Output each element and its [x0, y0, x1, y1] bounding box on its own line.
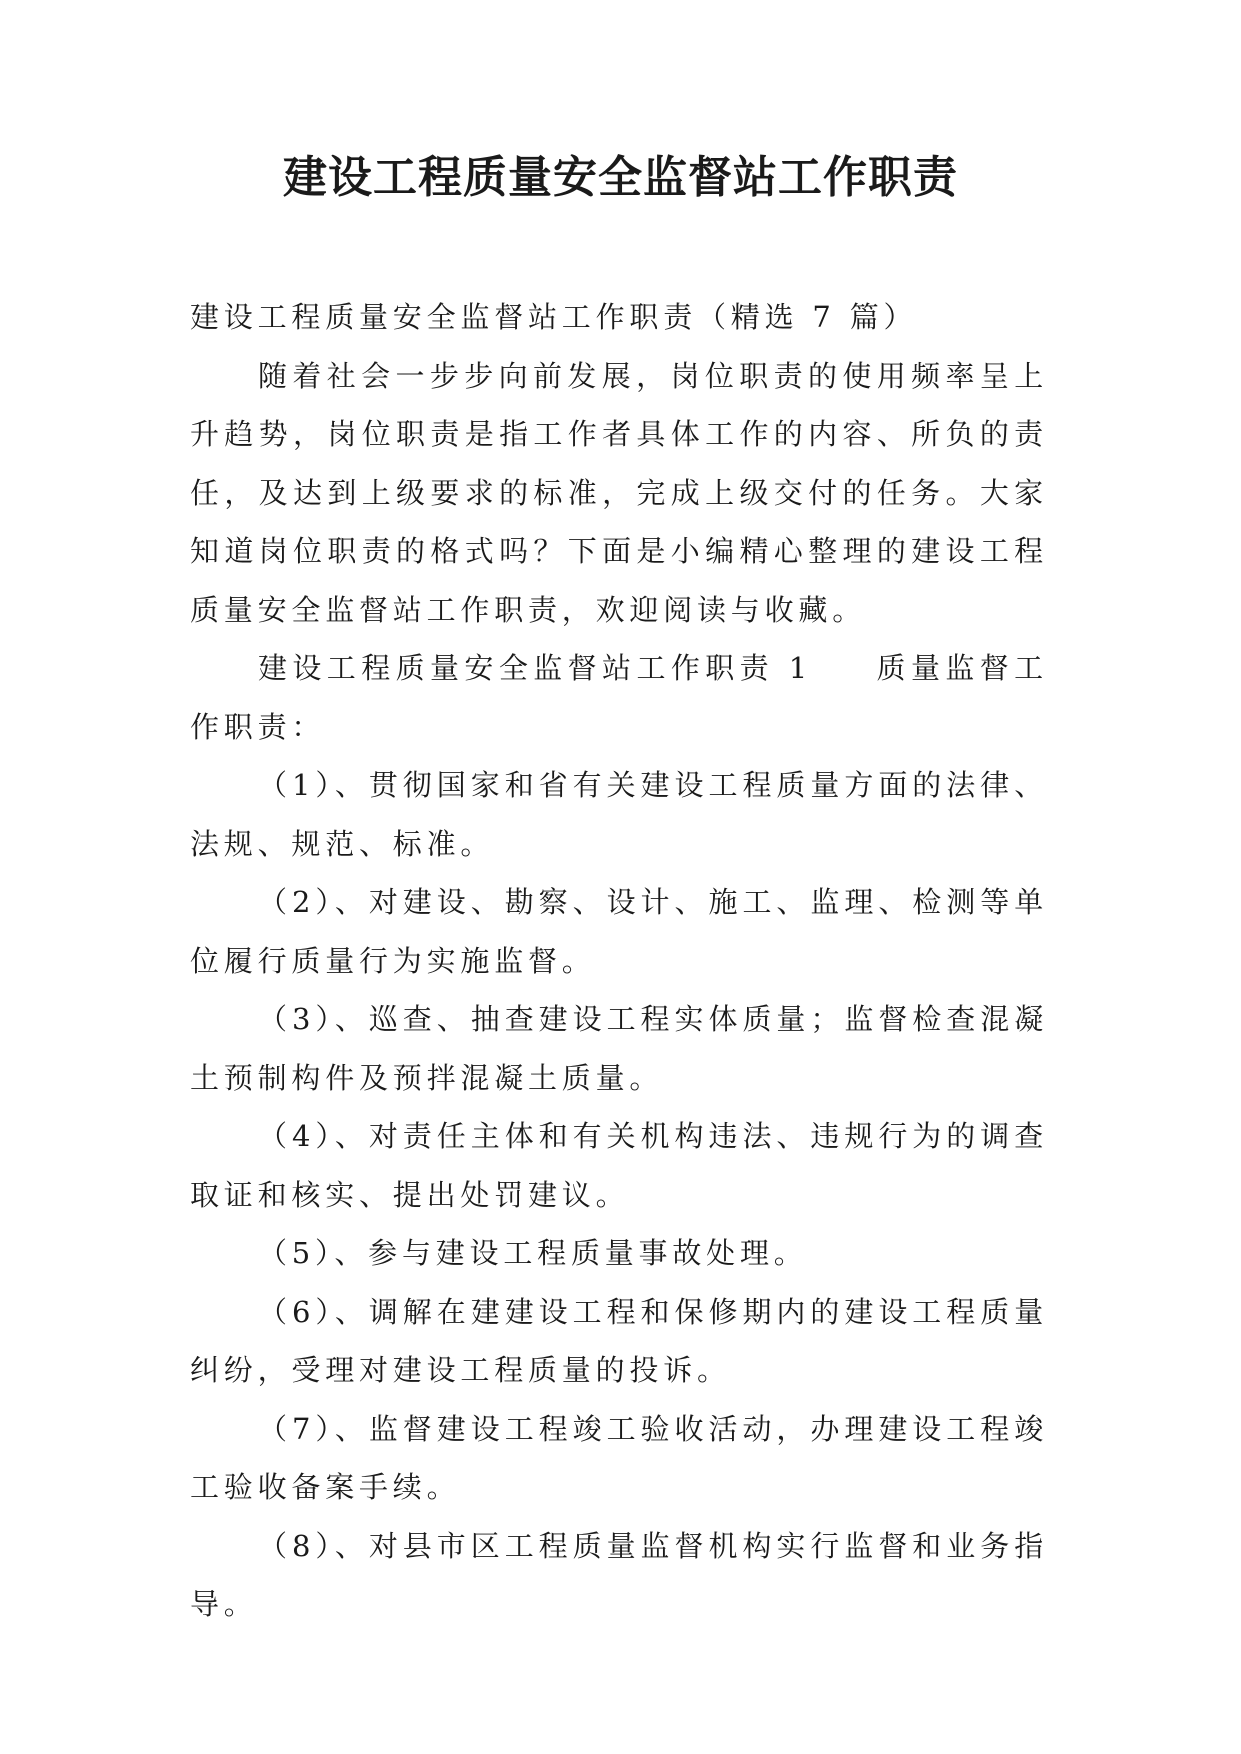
duty-item-8: （8）、对县市区工程质量监督机构实行监督和业务指导。	[190, 1528, 1048, 1621]
duty-item-6: （6）、调解在建建设工程和保修期内的建设工程质量纠纷，受理对建设工程质量的投诉。	[190, 1294, 1048, 1387]
document-title: 建设工程质量安全监督站工作职责	[283, 152, 958, 203]
duty-item-7: （7）、监督建设工程竣工验收活动，办理建设工程竣工验收备案手续。	[190, 1411, 1048, 1504]
intro-paragraph: 随着社会一步步向前发展，岗位职责的使用频率呈上升趋势，岗位职责是指工作者具体工作的内容、所负的责任，及达到上级要求的标准，完成上级交付的任务。大家知道岗位职责的格式吗？下面是小编精心整理的建设工程质量安全监督站工作职责，欢迎阅读与收藏。	[190, 358, 1048, 627]
document-body	[190, 288, 1048, 1634]
duty-item-1: （1）、贯彻国家和省有关建设工程质量方面的法律、法规、规范、标准。	[190, 768, 1048, 861]
section-intro: 质量监督工作职责：	[190, 651, 1048, 744]
section-heading: 建设工程质量安全监督站工作职责 1	[258, 651, 812, 685]
section-heading-line	[190, 639, 1048, 756]
document-subtitle: 建设工程质量安全监督站工作职责（精选 7 篇）	[190, 300, 918, 334]
duty-item-3: （3）、巡查、抽查建设工程实体质量；监督检查混凝土预制构件及预拌混凝土质量。	[190, 1002, 1048, 1095]
duty-item-5: （5）、参与建设工程质量事故处理。	[258, 1236, 808, 1270]
duty-item-2: （2）、对建设、勘察、设计、施工、监理、检测等单位履行质量行为实施监督。	[190, 885, 1048, 978]
duty-item-4: （4）、对责任主体和有关机构违法、违规行为的调查取证和核实、提出处罚建议。	[190, 1119, 1048, 1212]
